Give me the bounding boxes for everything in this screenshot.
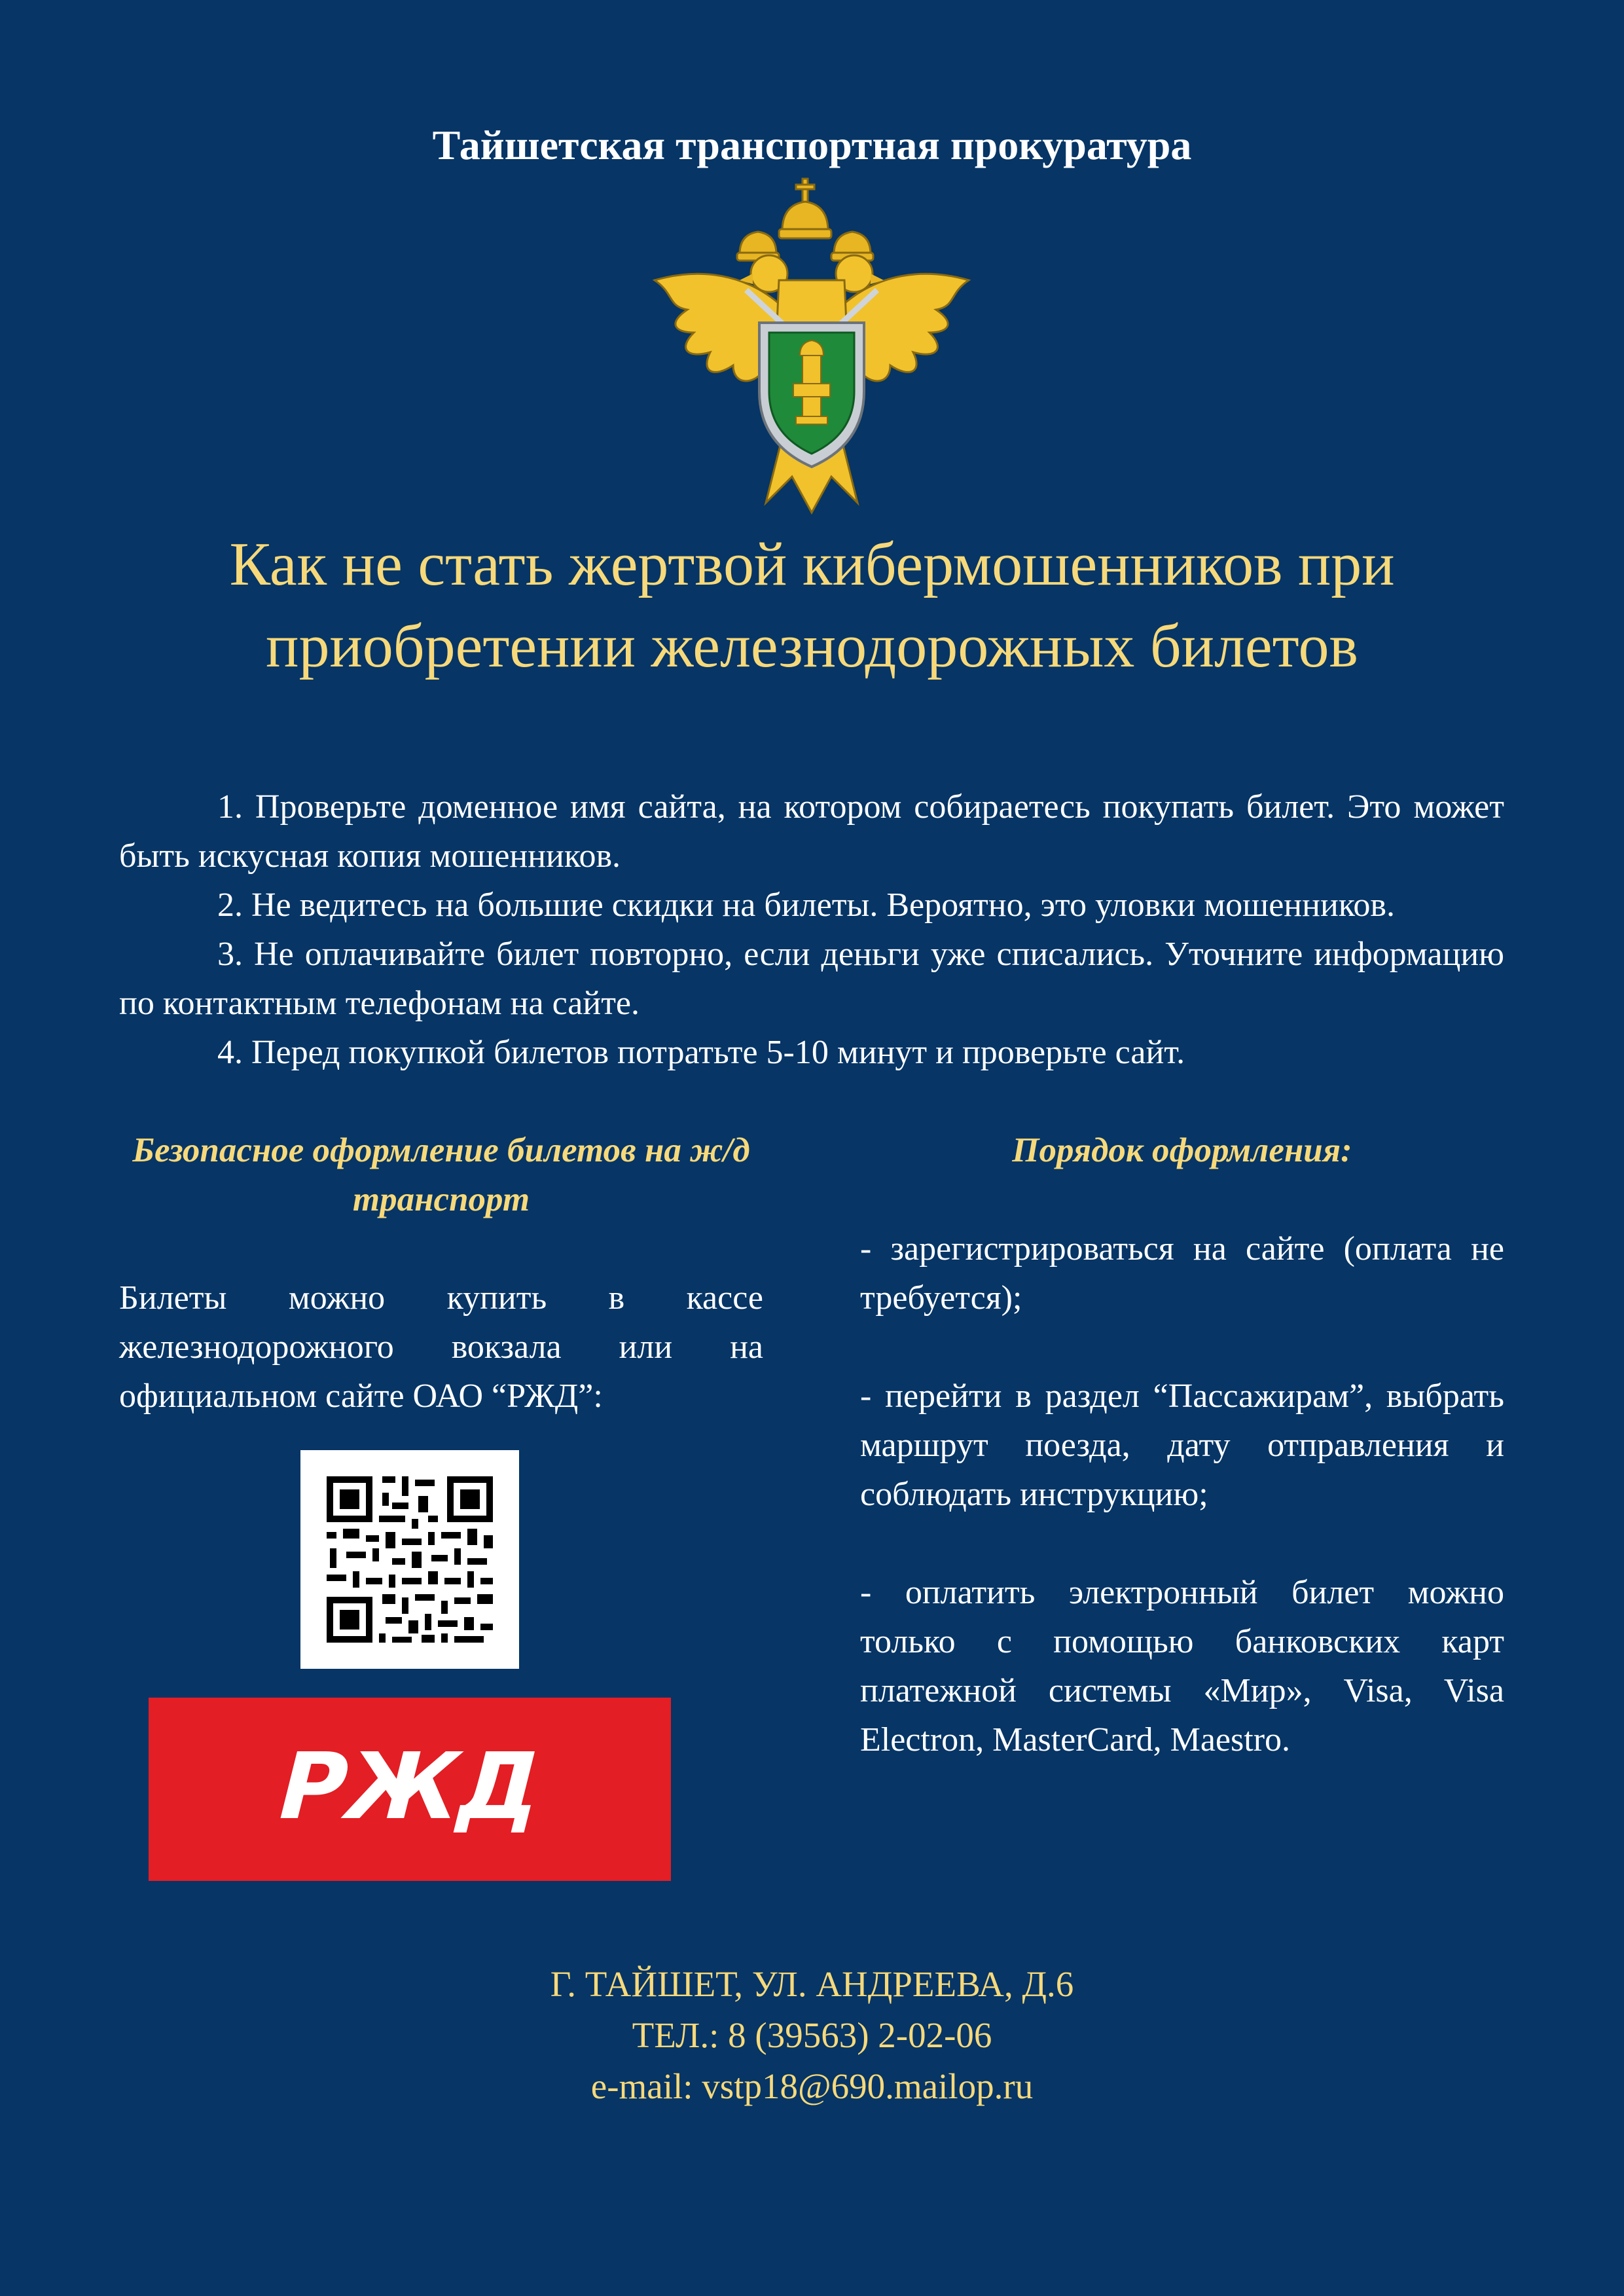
tips-list xyxy=(119,782,1504,1077)
contact-footer xyxy=(0,1959,1624,2112)
procedure-step: - перейти в раздел “Пассажирам”, выбрать маршрут поезда, дату отправления и соблюдать инструкцию; xyxy=(860,1377,1504,1513)
tip-item: 2. Не ведитесь на большие скидки на билеты. Вероятно, это уловки мошенников. xyxy=(217,886,1395,924)
procedure-steps xyxy=(860,1224,1504,1813)
tip-item: 4. Перед покупкой билетов потратьте 5-10 минут и проверьте сайт. xyxy=(217,1034,1185,1071)
footer-phone: ТЕЛ.: 8 (39563) 2-02-06 xyxy=(632,2015,992,2055)
rzd-logo-text: РЖД xyxy=(266,1733,554,1840)
procedure-step: - зарегистрироваться на сайте (оплата не требуется); xyxy=(860,1230,1504,1317)
prosecutor-emblem-icon xyxy=(648,175,975,516)
procedure-step: - оплатить электронный билет можно только с помощью банковских карт платежной системы «Мир», Visa, Visa Electron, MasterCard, Maestro. xyxy=(860,1574,1504,1758)
qr-code-icon xyxy=(300,1450,519,1669)
safe-booking-title: Безопасное оформление билетов на ж/д транспорт xyxy=(132,1131,750,1218)
rzd-logo-icon xyxy=(149,1698,671,1881)
safe-booking-text: Билеты можно купить в кассе железнодорожного вокзала или на официальном сайте ОАО “РЖД”: xyxy=(119,1279,763,1415)
footer-address: Г. ТАЙШЕТ, УЛ. АНДРЕЕВА, Д.6 xyxy=(550,1964,1074,2004)
tip-item: 1. Проверьте доменное имя сайта, на котором собираетесь покупать билет. Это может быть искусная копия мошенников. xyxy=(119,788,1504,875)
procedure-title: Порядок оформления: xyxy=(1012,1131,1352,1169)
footer-email: e-mail: vstp18@690.mailop.ru xyxy=(590,2066,1034,2106)
headline: Как не стать жертвой кибермошенников при приобретении железнодорожных билетов xyxy=(229,530,1395,680)
tip-item: 3. Не оплачивайте билет повторно, если деньги уже списались. Уточните информацию по контактным телефонам на сайте. xyxy=(119,936,1504,1022)
organization-title: Тайшетская транспортная прокуратура xyxy=(432,122,1192,168)
